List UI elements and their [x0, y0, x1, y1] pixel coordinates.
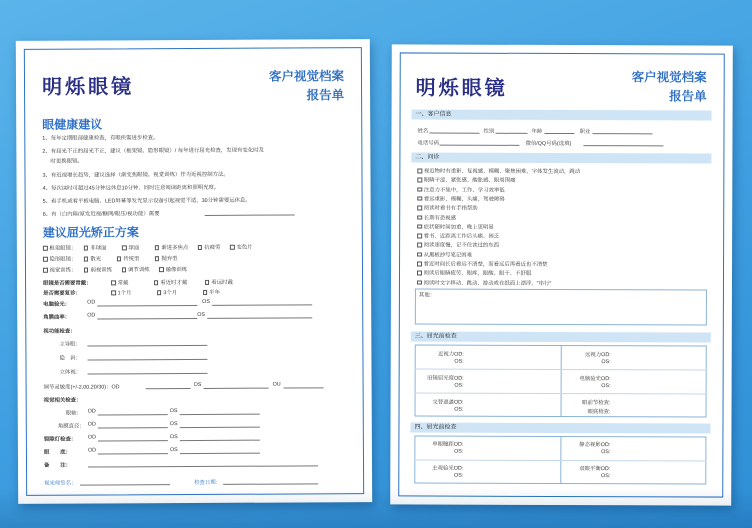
optometrist-label: 视光师签名： [44, 480, 77, 487]
symptom-item [417, 194, 504, 202]
checkbox[interactable] [122, 245, 127, 250]
report-sheet-left [16, 39, 372, 504]
symptom-item [417, 250, 472, 258]
related-label: 视觉相关检查： [43, 397, 82, 404]
health-item: 6、有（白内障/原发近视/糖网/眼压/视功能）需要 [42, 211, 160, 218]
checkbox[interactable] [157, 290, 162, 295]
symptom-item [417, 241, 499, 249]
balance-os: OS: [600, 473, 611, 480]
od-label: OD [87, 421, 96, 428]
os-label: OS [169, 434, 178, 441]
wear-options: 常戴 看近时才戴 看远时戴 [111, 278, 233, 287]
section-inquiry: 二、问诊 [411, 152, 711, 163]
wechat-label: 微信/QQ号码(选填) [525, 140, 572, 148]
checkbox[interactable] [84, 246, 89, 251]
symptom-text: 看远重影、模糊、头痛、驾驶障碍 [423, 196, 505, 203]
checkbox[interactable] [84, 257, 89, 262]
option-row: 框架眼镜： 非球面 球面 渐进多焦点 抗疲劳 变色片 [43, 243, 253, 252]
remark-label: 备 注： [43, 462, 71, 469]
checkbox[interactable] [417, 215, 422, 220]
health-item: 时更换眼镜。 [50, 158, 83, 165]
health-item: 5、看手机或看平板电脑、LED屏幕等发光显示设备引起视觉不适，30分钟需要远休息。 [42, 197, 251, 205]
curvature-label: 角膜曲率： [43, 314, 71, 321]
ou-field[interactable] [284, 387, 324, 388]
symptom-text: 看书、近距离工作后头痛、困乏 [423, 233, 500, 240]
fundus-exam: 眼底检查: [587, 409, 611, 416]
checkbox[interactable] [417, 234, 422, 239]
title-line-1: 客户视觉档案 [268, 69, 345, 84]
gender-field[interactable] [495, 133, 527, 134]
old-lens-od: 旧镜屈光度OD: [427, 375, 464, 382]
subjective-od: 主观验光OD: [432, 465, 464, 472]
os-label: OS [169, 408, 178, 415]
checkbox[interactable] [84, 268, 89, 273]
health-item: 1、每年定期眼部健康检查，有眼疾需进步检查。 [42, 135, 159, 142]
report-sheet-right [390, 44, 733, 505]
section-client-info: 一、客户信息 [412, 109, 712, 120]
symptom-item [417, 269, 531, 277]
cover-test-os: OS: [454, 406, 464, 413]
checkbox[interactable] [417, 252, 422, 257]
adjust-label: 调节灵敏度(+/-2.00,20/30)：OD [43, 384, 120, 391]
balance-od: 双眼平衡OD: [579, 466, 611, 473]
checkbox[interactable] [417, 280, 422, 285]
health-item: 4、每次读时可超过45分钟远休息10分钟，同时注意阅读距离和照明光度。 [42, 184, 220, 192]
checkbox[interactable] [417, 168, 422, 173]
checkbox[interactable] [111, 280, 116, 285]
other-label: 其他： [418, 292, 436, 299]
other-box[interactable] [415, 288, 707, 325]
near-vision-od: 近视力OD: [437, 351, 464, 358]
symptom-text: 阅读速度慢，记不住读过的东西 [423, 242, 500, 250]
cornea-diam-label: 角膜直径： [57, 423, 85, 430]
name-label: 姓名 [417, 128, 429, 135]
od-label: OD [87, 447, 97, 454]
age-field[interactable] [544, 133, 574, 134]
symptom-item [417, 222, 494, 230]
checkbox[interactable] [198, 245, 203, 250]
eye-pos-label: 眼 底： [43, 449, 71, 456]
option-row: 隐形眼镜： 散光 传统型 抛弃型 [43, 254, 178, 263]
checkbox[interactable] [155, 245, 160, 250]
date-label: 检查日期： [194, 479, 222, 487]
ou-label: OU [272, 381, 281, 388]
os-label: OS [197, 311, 206, 318]
od-label: OD [87, 434, 96, 441]
checkbox[interactable] [155, 256, 160, 261]
dominant-label: 主导眼： [59, 341, 81, 348]
exam-label: 视功能检查： [43, 328, 76, 335]
recheck-options: 1个月 3个月 半年 [111, 288, 220, 297]
symptom-text: 阅读后眼睛疲劳、眼疼，眼酸、眼干、不舒服 [423, 270, 532, 278]
job-field[interactable] [592, 133, 652, 134]
checkbox[interactable] [417, 261, 422, 266]
fundus-label: 眼轴： [65, 410, 82, 417]
symptom-text: 症状随时间加重，晚上更明显 [423, 224, 494, 231]
symptom-item [417, 278, 551, 286]
table-shadow [0, 488, 752, 528]
symptom-item [417, 232, 499, 240]
symptom-item [417, 259, 548, 267]
checkbox[interactable] [43, 257, 48, 262]
far-vision-os: OS: [601, 359, 611, 366]
far-vision-od: 远视力OD: [584, 352, 611, 359]
pd-os: OS: [454, 448, 464, 455]
title-line-2: 报告单 [306, 88, 345, 103]
health-item: 2、有屈光不正的屈光不正，建议（框架镜、隐形眼镜）/ 每年进行屈光检查，发现有变化时及 [42, 147, 265, 155]
age-label: 年龄 [531, 128, 543, 135]
wear-label: 眼镜是否需要常戴： [43, 280, 92, 287]
symptom-item [417, 176, 515, 184]
option-row: 视觉训练： 弱视训练 调节训练 融像训练 [43, 265, 187, 274]
checkbox[interactable] [417, 243, 422, 248]
auto-ref-od: 电脑验光OD: [579, 376, 611, 383]
checkbox[interactable] [43, 246, 48, 251]
cover-test-od: 交替遮盖OD: [432, 399, 464, 406]
os-label: OS [202, 298, 210, 305]
checkbox[interactable] [417, 271, 422, 276]
symptom-text: 阅读时看书有手指帮助 [423, 205, 478, 212]
checkbox[interactable] [417, 196, 422, 201]
symptom-text: 从黑板抄写笔记困难 [423, 252, 473, 259]
checkbox[interactable] [117, 256, 122, 261]
checkbox[interactable] [154, 280, 159, 285]
checkbox[interactable] [43, 268, 48, 273]
checkbox[interactable] [417, 187, 422, 192]
checkbox[interactable] [417, 224, 422, 229]
symptom-item [417, 213, 456, 221]
os-label: OS [193, 381, 202, 389]
symptom-text: 看近时间长后看远不清楚，而看远后再看近也不清楚 [423, 261, 548, 268]
old-lens-os: OS: [454, 382, 464, 389]
job-label: 职业 [579, 129, 591, 136]
title-line-2: 报告单 [669, 89, 707, 104]
symptom-item [417, 166, 580, 175]
gender-label: 性别 [483, 128, 495, 135]
oblique-label: 隐 斜： [59, 355, 82, 362]
symptom-text: 长期有恐视感 [423, 215, 457, 222]
symptom-text: 注意力不集中，工作、学习效率低 [423, 187, 505, 194]
recheck-label: 是否需要复诊： [43, 290, 81, 297]
symptom-text: 视近物时有重影、复视感、模糊、聚焦困难，字体发生流动，跳动 [423, 168, 581, 176]
near-vision-os: OS: [454, 358, 464, 365]
checkbox[interactable] [159, 267, 164, 272]
name-field[interactable] [429, 133, 479, 134]
pd-od: 单眼瞳距OD: [432, 441, 464, 448]
health-heading: 眼健康建议 [42, 117, 103, 132]
brand-logo: 明烁眼镜 [415, 75, 508, 100]
os-label: OS [169, 421, 178, 428]
symptom-item [417, 204, 477, 212]
anterior-exam: 眼前节检查: [582, 400, 611, 407]
os-label: OS [169, 447, 178, 454]
retino-os: OS: [601, 449, 611, 456]
health-item: 3、有近视增长趋势，建议选择（渐变焦眼镜、视觉训练）作为近视控制方法。 [42, 171, 229, 179]
symptom-item [417, 185, 504, 193]
checkbox[interactable] [230, 245, 235, 250]
od-label: OD [87, 299, 96, 306]
symptom-text: 阅读时文字移动、跳动、游动或在纸面上漂浮，"串行" [423, 280, 552, 287]
phone-label: 电话号码 [417, 140, 440, 147]
auto-ref-os: OS: [601, 383, 611, 390]
checkbox[interactable] [203, 290, 208, 295]
symptom-text: 眼睛干涩、紧张感、酸胀感、眼周围痛 [423, 177, 516, 185]
vision-label: 电脑验光： [43, 301, 71, 308]
slit-label: 裂隙灯检查： [43, 436, 77, 443]
plan-heading: 建议屈光矫正方案 [42, 225, 139, 240]
title-line-1: 客户视觉档案 [631, 70, 707, 85]
checkbox[interactable] [417, 178, 422, 183]
checkbox[interactable] [122, 267, 127, 272]
checkbox[interactable] [205, 280, 210, 285]
od-label: OD [87, 312, 96, 319]
section-pre-refraction: 三、屈光前检查 [411, 331, 711, 342]
brand-logo: 明烁眼镜 [41, 74, 135, 99]
retino-od: 静态视影OD: [579, 442, 611, 449]
checkbox[interactable] [417, 206, 422, 211]
section-refraction: 四、屈光前检查 [410, 422, 710, 433]
od-label: OD [87, 408, 96, 415]
stereo-label: 立体视： [59, 369, 82, 376]
subjective-os: OS: [453, 472, 464, 479]
checkbox[interactable] [111, 290, 116, 295]
